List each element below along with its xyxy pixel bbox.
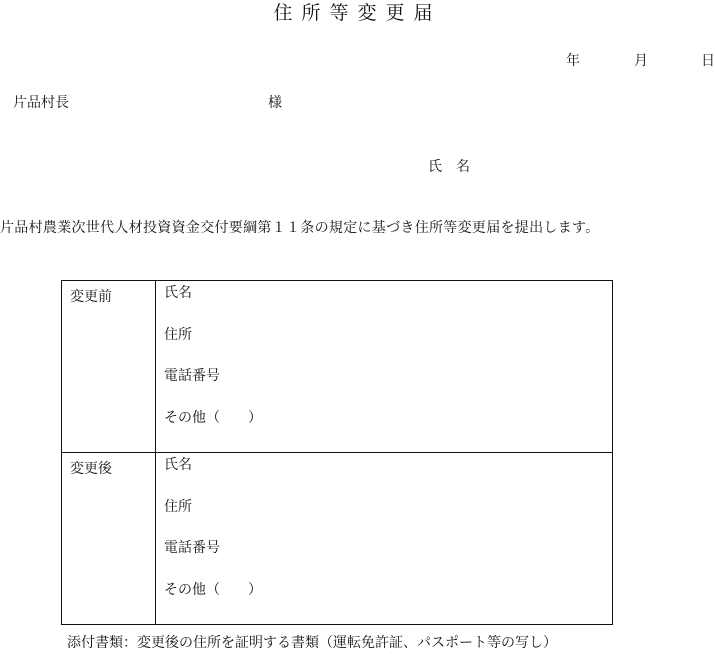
addressee-honorific: 様 xyxy=(268,95,282,111)
section-after-row xyxy=(62,453,613,625)
section-before-row xyxy=(62,281,613,453)
date-month-label: 月 xyxy=(634,53,648,69)
before-other-suffix: ） xyxy=(248,409,262,426)
before-other-prefix: その他（ xyxy=(164,409,220,426)
after-name-field: 氏名 xyxy=(164,457,192,473)
before-other-field xyxy=(164,411,612,453)
after-other-field xyxy=(164,583,612,625)
section-before-label: 変更前 xyxy=(62,281,156,453)
after-other-prefix: その他（ xyxy=(164,581,220,598)
date-day-label: 日 xyxy=(701,53,715,69)
section-before-fields xyxy=(156,281,613,453)
after-other-suffix: ） xyxy=(248,581,262,598)
addressee: 片品村長 xyxy=(13,95,69,111)
date-year-label: 年 xyxy=(566,53,580,69)
before-address-field: 住所 xyxy=(164,326,192,343)
section-after-label: 変更後 xyxy=(62,453,156,625)
statement-text: 片品村農業次世代人材投資資金交付要綱第１１条の規定に基づき住所等変更届を提出します。 xyxy=(0,220,600,236)
after-address-field: 住所 xyxy=(164,498,192,515)
before-name-field: 氏名 xyxy=(164,285,192,301)
section-after-fields xyxy=(156,453,613,625)
document-title: 住所等変更届 xyxy=(273,2,442,24)
after-phone-field: 電話番号 xyxy=(164,540,220,556)
before-phone-field: 電話番号 xyxy=(164,368,220,384)
applicant-name-label: 氏名 xyxy=(428,159,484,175)
change-form-table xyxy=(61,280,613,625)
attachment-note: 添付書類：変更後の住所を証明する書類（運転免許証、パスポート等の写し） xyxy=(67,635,557,651)
